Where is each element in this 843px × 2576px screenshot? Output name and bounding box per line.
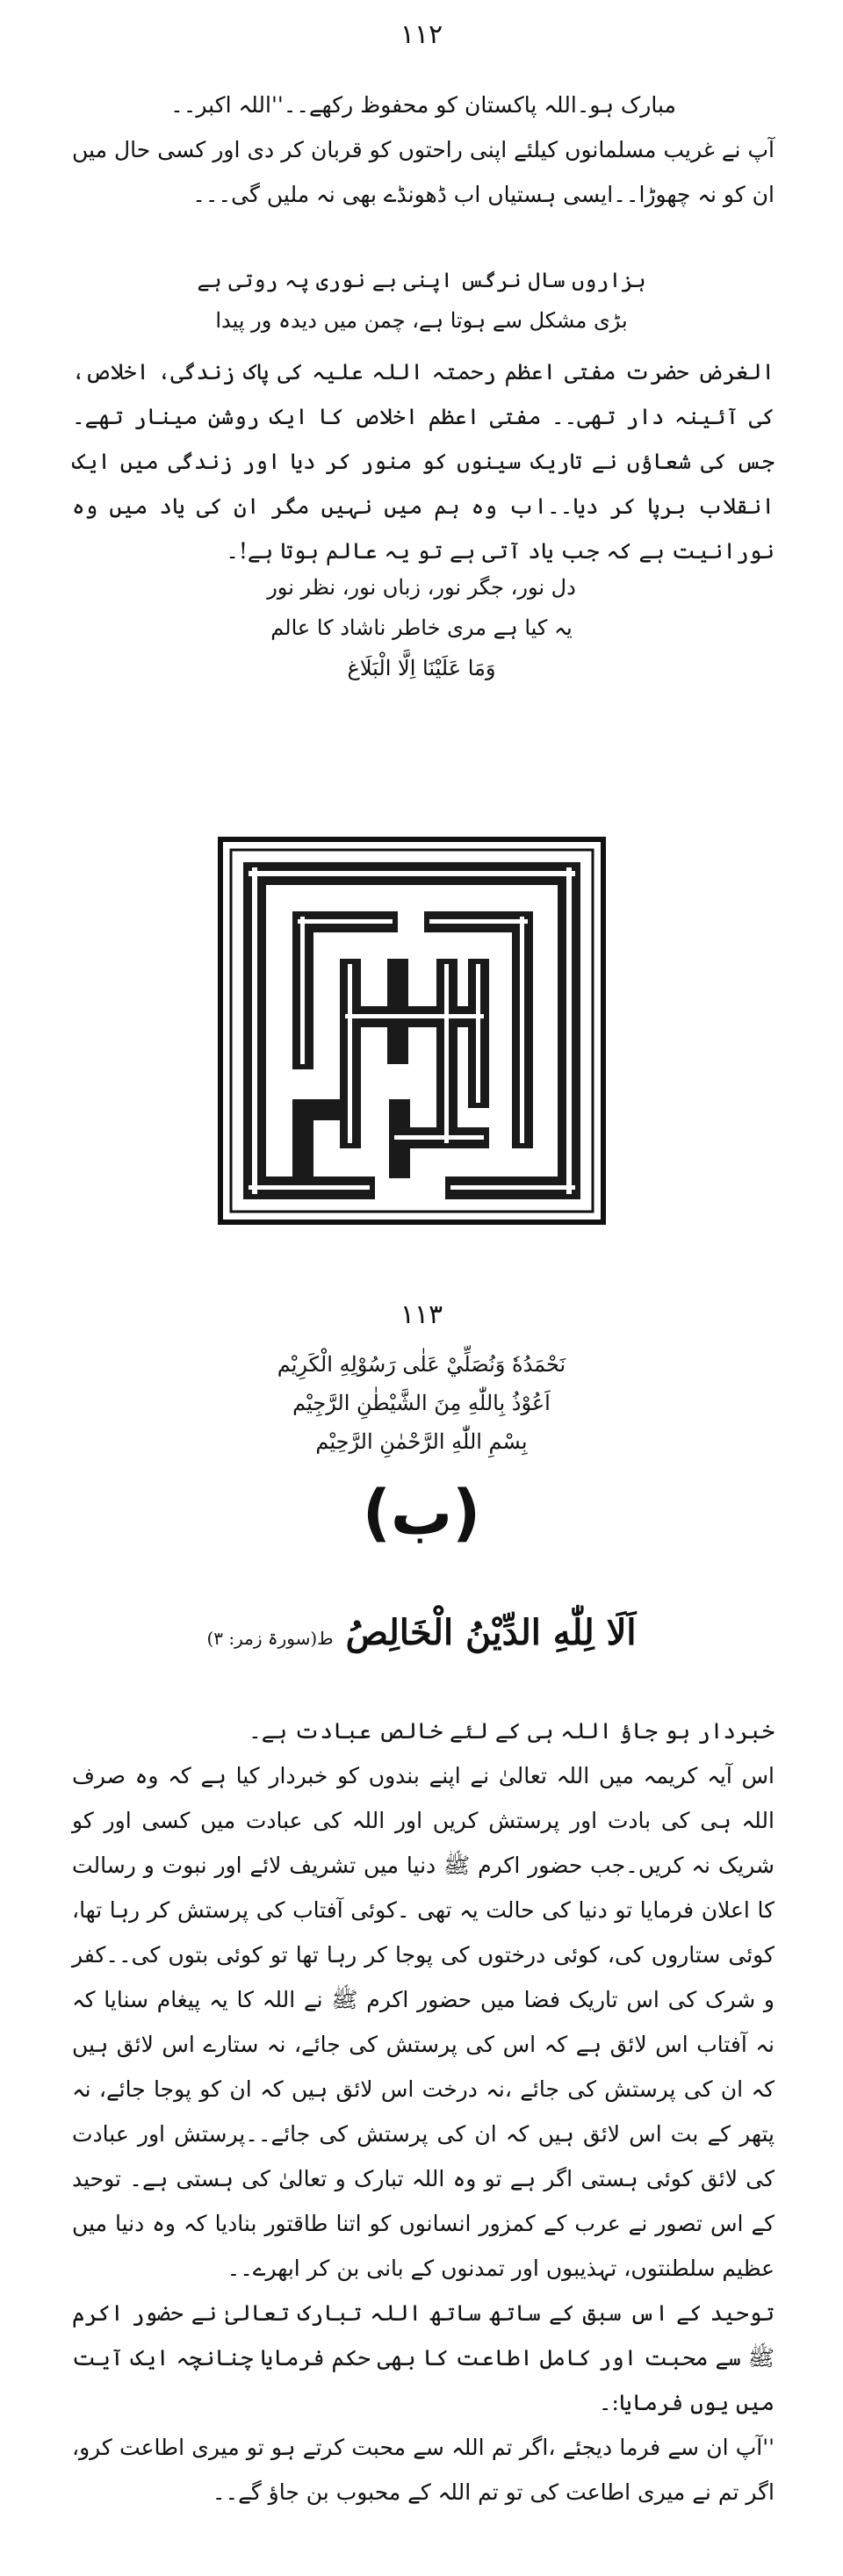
lead-line: خبردار ہو جاؤ اللہ ہی کے لئے خالص عبادت ہے۔ bbox=[249, 1718, 775, 1744]
invocation-line-1: نَحْمَدُهٗ وَنُصَلِّيْ عَلٰى رَسُوْلِهِ الْكَرِيْم bbox=[277, 1352, 566, 1377]
section-label: (ب) bbox=[362, 1477, 481, 1549]
opening-invocation bbox=[0, 1345, 843, 1461]
body-paragraph-2: توحید کے اس سبق کے ساتھ ساتھ اللہ تبارک تعالیٰ نے حضور اکرم ﷺ سے محبت اور کامل اطاعت کا بھی حکم فرمایا چنانچہ ایک آیت میں یوں فرمایا:۔ bbox=[72, 2300, 775, 2415]
body-text bbox=[72, 1709, 775, 2515]
intro-line-1: مبارک ہو۔اللہ پاکستان کو محفوظ رکھے۔۔''اللہ اکبر۔۔ bbox=[170, 92, 676, 118]
square-kufic-seal-icon bbox=[217, 836, 607, 1226]
page-number-top: ۱۱۲ bbox=[400, 19, 443, 50]
intro-text bbox=[72, 83, 775, 217]
verse-2-line-3: وَمَا عَلَيْنَا اِلَّا الْبَلَاغ bbox=[347, 656, 496, 680]
verse-2-line-1: دل نور، جگر نور، زباں نور، نظر نور bbox=[267, 575, 576, 600]
tribute-text: الغرض حضرت مفتی اعظم رحمتہ اللہ علیہ کی پاک زندگی، اخلاص، کی آئینہ دار تھی۔۔ مفتی اعظم اخلاص کا ایک روشن مینار تھے۔جس کی شعاؤں نے تاریک سینوں کو منور کر دیا اور زندگی میں ایک انقلاب برپا کر دیا۔۔اب وہ ہم میں نہیں مگر ان کی یاد میں وہ نورانیت ہے کہ جب یاد آتی ہے تو یہ عالم ہوتا ہے!۔ bbox=[72, 359, 775, 564]
tribute-paragraph bbox=[72, 349, 775, 573]
ayah-text: اَلَا لِلّٰهِ الدِّيْنُ الْخَالِصُ bbox=[345, 1612, 637, 1653]
verse-1 bbox=[0, 260, 843, 341]
body-paragraph-3: ''آپ ان سے فرما دیجئے ،اگر تم اللہ سے محبت کرتے ہو تو میری اطاعت کرو، اگر تم نے میری اطاعت کی تو تم اللہ کے محبوب بن جاؤ گے۔۔ bbox=[72, 2435, 775, 2505]
verse-2 bbox=[0, 567, 843, 688]
verse-2-line-2: یہ کیا ہے مری خاطر ناشاد کا عالم bbox=[270, 615, 573, 640]
intro-line-2: آپ نے غریب مسلمانوں کیلئے اپنی راحتوں کو قربان کر دی اور کسی حال میں ان کو نہ چھوڑا۔۔ایسی ہستیاں اب ڈھونڈے بھی نہ ملیں گی۔۔۔ bbox=[72, 137, 775, 207]
invocation-line-3: بِسْمِ اللّٰهِ الرَّحْمٰنِ الرَّحِيْم bbox=[315, 1429, 528, 1454]
invocation-line-2: اَعُوْذُ بِاللّٰهِ مِنَ الشَّيْطٰنِ الرَّجِيْم bbox=[292, 1391, 551, 1415]
quran-ayah-heading bbox=[0, 1612, 843, 1653]
verse-1-line-1: ہزاروں سال نرگس اپنی بے نوری پہ روتی ہے bbox=[197, 268, 646, 292]
body-paragraph-1: اس آیہ کریمہ میں اللہ تعالیٰ نے اپنے بندوں کو خبردار کیا ہے کہ وہ صرف اللہ ہی کی بادت اور پرستش کریں اور اللہ کی عبادت میں کسی اور کو شریک نہ کریں۔جب حضور اکرم ﷺ دنیا میں تشریف لائے اور نبوت و رسالت کا اعلان فرمایا تو دنیا کی حالت یہ تھی ۔کوئی آفتاب کی پرستش کر رہا تھا، کوئی ستاروں کی، کوئی درختوں کی پوجا کر رہا تھا تو کوئی بتوں کی۔۔کفر و شرک کی اس تاریک فضا میں حضور اکرم ﷺ نے اللہ کا یہ پیغام سنایا کہ نہ آفتاب اس لائق ہے کہ اس کی پرستش کی جائے، نہ ستارے اس لائق ہیں کہ ان کی پرستش کی جائے ،نہ درخت اس لائق ہیں کہ ان کو پوجا جائے، نہ پتھر کے بت اس لائق ہیں کہ ان کی پرستش کی جائے۔۔پرستش اور عبادت کی لائق کوئی ہستی اگر ہے تو وہ اللہ تبارک و تعالیٰ کی ہستی ہے۔ توحید کے اس تصور نے عرب کے کمزور انسانوں کو اتنا طاقتور بنادیا کہ وہ دنیا میں عظیم سلطنتوں، تہذیبوں اور تمدنوں کے بانی بن کر ابھرے۔۔ bbox=[72, 1763, 775, 2281]
verse-1-line-2: بڑی مشکل سے ہوتا ہے، چمن میں دیدہ ور پیدا bbox=[215, 308, 628, 333]
ayah-reference: ط(سورۃ زمر: ۳) bbox=[206, 1628, 334, 1649]
page-number-bottom: ۱۱۳ bbox=[400, 1299, 443, 1330]
